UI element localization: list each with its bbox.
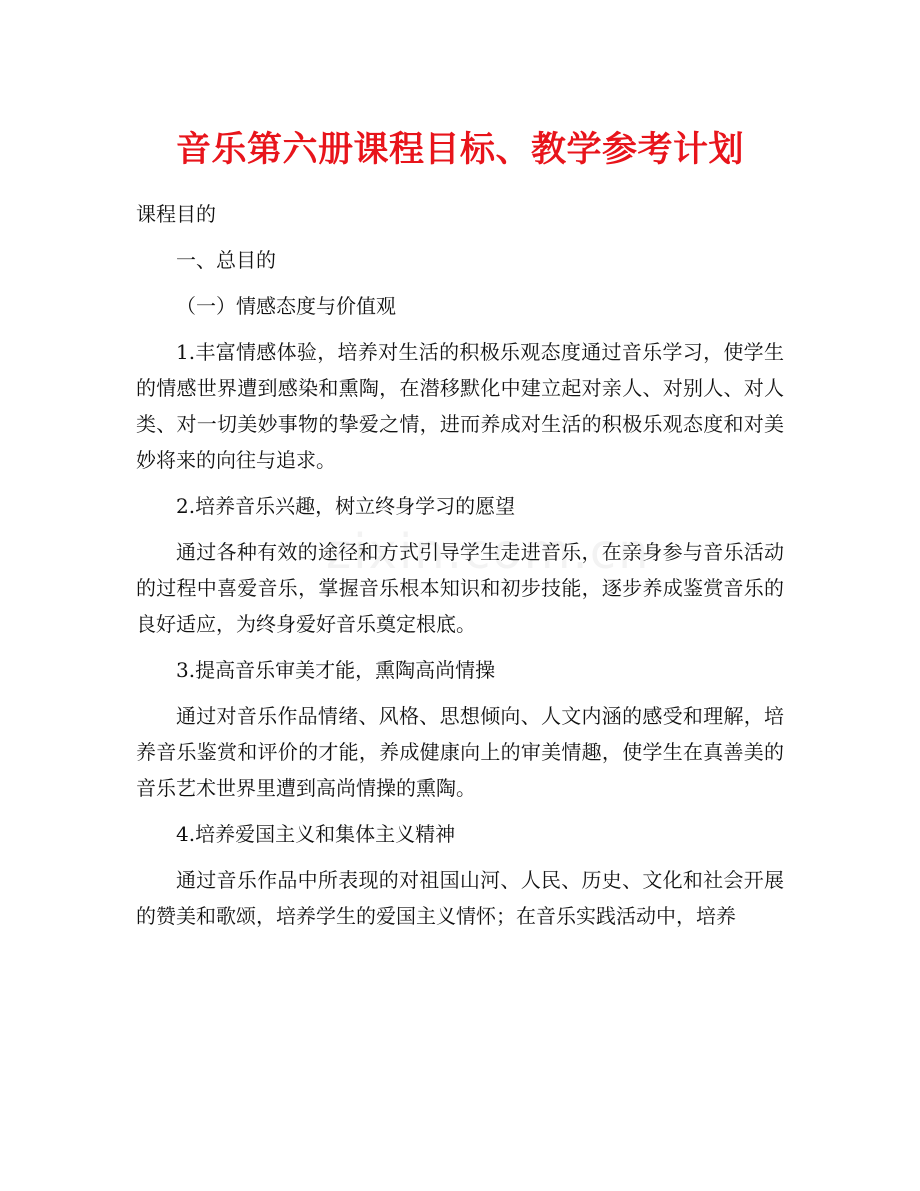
document-title: 音乐第六册课程目标、教学参考计划	[175, 130, 744, 170]
paragraph: 通过音乐作品中所表现的对祖国山河、人民、历史、文化和社会开展的赞美和歌颂，培养学生的爱国主义情怀；在音乐实践活动中，培养	[136, 868, 784, 928]
paragraph: 4.培养爱国主义和集体主义精神	[176, 822, 456, 846]
paragraph: 通过各种有效的途径和方式引导学生走进音乐，在亲身参与音乐活动的过程中喜爱音乐，掌握音乐根本知识和初步技能，逐步养成鉴赏音乐的良好适应，为终身爱好音乐奠定根底。	[136, 540, 784, 636]
document-body	[136, 196, 784, 934]
paragraph: 2.培养音乐兴趣，树立终身学习的愿望	[176, 494, 516, 518]
paragraph: 一、总目的	[176, 248, 276, 272]
paragraph: 1.丰富情感体验，培养对生活的积极乐观态度通过音乐学习，使学生的情感世界遭到感染和熏陶，在潜移默化中建立起对亲人、对别人、对人类、对一切美妙事物的挚爱之情，进而养成对生活的积极乐观态度和对美妙将来的向往与追求。	[136, 340, 784, 472]
paragraph: 通过对音乐作品情绪、风格、思想倾向、人文内涵的感受和理解，培养音乐鉴赏和评价的才能，养成健康向上的审美情趣，使学生在真善美的音乐艺术世界里遭到高尚情操的熏陶。	[136, 704, 784, 800]
paragraph: 3.提高音乐审美才能，熏陶高尚情操	[176, 658, 496, 682]
paragraph: （一）情感态度与价值观	[176, 294, 396, 318]
paragraph: 课程目的	[136, 202, 216, 226]
